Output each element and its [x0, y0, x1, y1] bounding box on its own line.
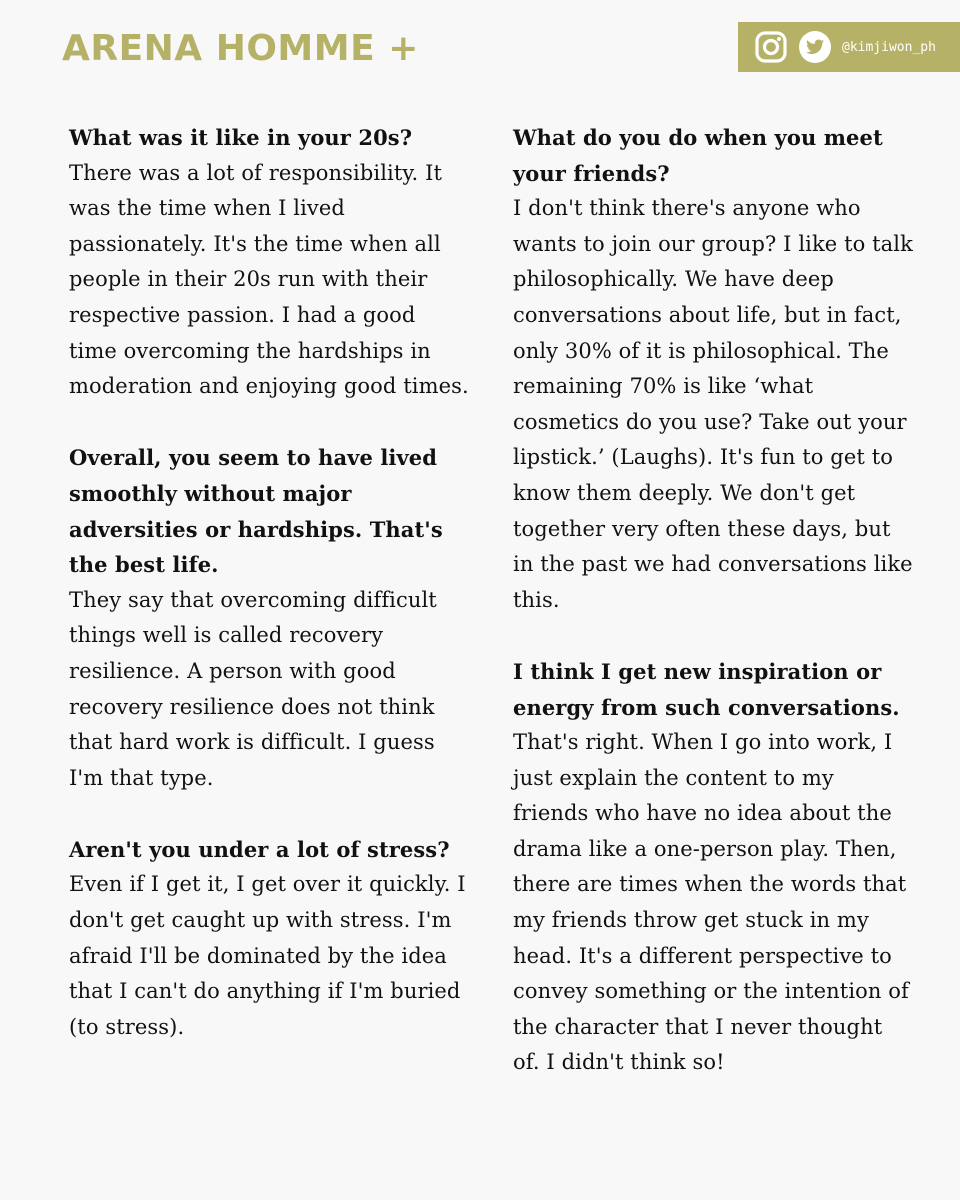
instagram-icon: [754, 30, 788, 64]
interview-question: I think I get new inspiration or energy from such conversations.: [513, 658, 900, 720]
interview-answer: They say that overcoming difficult things well is called recovery resilience. A person with good recovery resilience does not think that hard work is difficult. I guess I'm that type.: [69, 587, 437, 790]
masthead-logo: ARENA HOMME +: [62, 28, 419, 69]
interview-question: What do you do when you meet your friends?: [513, 125, 883, 186]
qa-block: [69, 440, 469, 796]
qa-block: [513, 120, 913, 618]
interview-question: Aren't you under a lot of stress?: [69, 836, 450, 862]
qa-block: [69, 832, 469, 1046]
interview-question: Overall, you seem to have lived smoothly without major adversities or hardships. That's the best life.: [69, 445, 443, 578]
interview-answer: There was a lot of responsibility. It was the time when I lived passionately. It's the time when all people in their 20s run with their respective passion. I had a good time overcoming the hardships in moderation and enjoying good times.: [69, 160, 469, 399]
right-column: [513, 120, 913, 1117]
social-badge: [738, 22, 960, 72]
twitter-icon: [798, 30, 832, 64]
qa-block: [69, 120, 469, 405]
social-handle: @kimjiwon_ph: [842, 39, 936, 55]
qa-block: [513, 654, 913, 1081]
interview-answer: Even if I get it, I get over it quickly. I don't get caught up with stress. I'm afraid I'll be dominated by the idea that I can't do anything if I'm buried (to stress).: [69, 872, 466, 1039]
interview-answer: I don't think there's anyone who wants to join our group? I like to talk philosophically. We have deep conversations about life, but in fact, only 30% of it is philosophical. The remaining 70% is like ‘what cosmetics do you use? Take out your lipstick.’ (Laughs). It's fun to get to know them deeply. We don't get together very often these days, but in the past we had conversations like this.: [513, 196, 913, 612]
interview-answer: That's right. When I go into work, I just explain the content to my friends who have no idea about the drama like a one-person play. Then, there are times when the words that my friends throw get stuck in my head. It's a different perspective to convey something or the intention of the character that I never thought of. I didn't think so!: [513, 730, 909, 1075]
left-column: [69, 120, 469, 1081]
interview-question: What was it like in your 20s?: [69, 125, 413, 150]
